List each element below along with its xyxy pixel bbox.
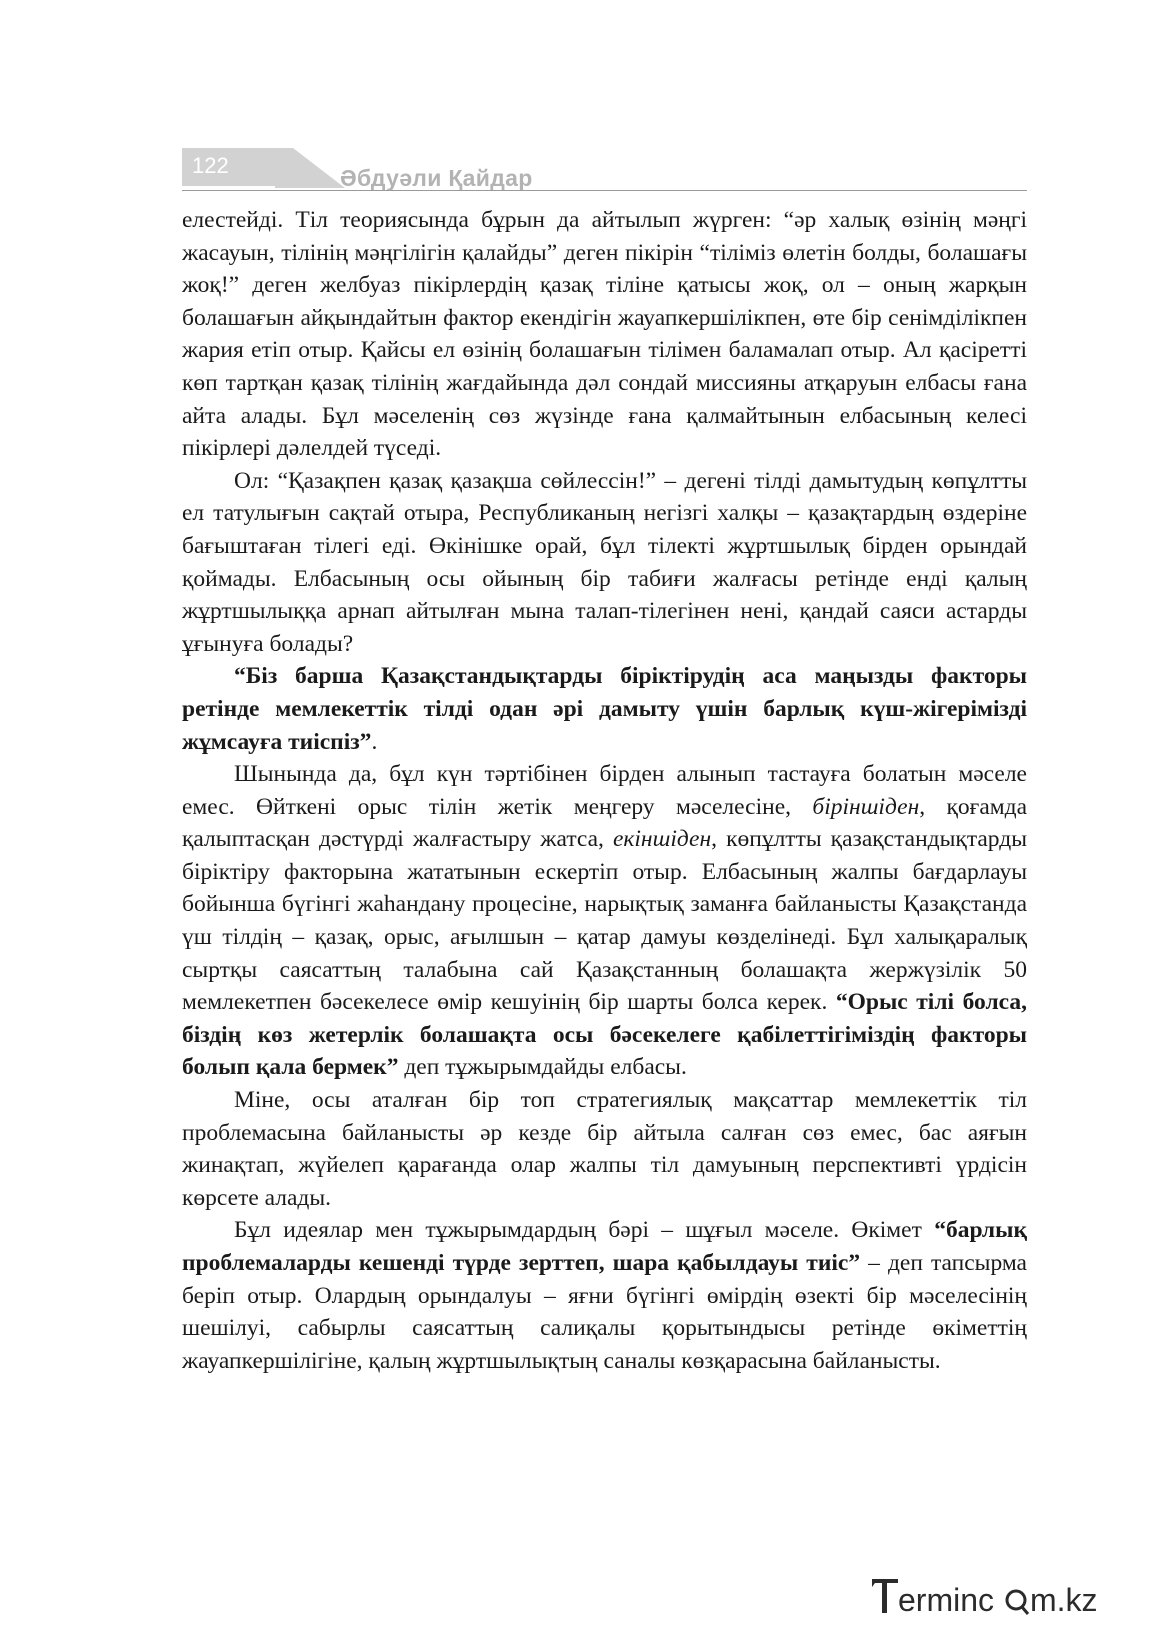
svg-text:erminc: erminc: [898, 1582, 995, 1617]
paragraph-4-text-d: деп тұжырымдайды елбасы.: [398, 1054, 687, 1081]
paragraph-4-italic-first: біріншіден: [812, 793, 920, 820]
paragraph-5: Міне, осы аталған бір топ стратегиялық мақсаттар мемлекеттік тіл проблемасына байланысты әр кезде бір айтыла салған сөз емес, бас аяғын жинақтап, жүйелеп қарағанда олар жалпы тіл дамуының перспективті үрдісін көрсете алады.: [182, 1087, 1027, 1211]
paragraph-4: [182, 758, 1027, 1084]
paragraph-4-text-a: Шынында да, бұл күн тәртібінен бірден алынып тастауға болатын мәселе емес. Өйткені орыс тілін жетік меңгеру мәселесіне,: [182, 761, 1027, 820]
page-header: [182, 148, 1027, 196]
paragraph-6-text-b: – деп тапсырма беріп отыр. Олардың орындалуы – яғни бүгінгі өмірдің өзекті бір мәселесінің шешілуі, сабырлы саясаттың салиқалы қорытындысы ретінде өкіметтің жауапкершілігіне, қалың жұртшылықтың саналы көзқарасына байланысты.: [182, 1250, 1027, 1374]
header-slant-decoration: [275, 148, 345, 188]
paragraph-6: [182, 1214, 1027, 1377]
termincom-watermark-logo: [870, 1573, 1120, 1617]
paragraph-1: елестейді. Тіл теориясында бұрын да айтылып жүрген: “әр халық өзінің мәңгі жасауын, тілінің мәңгілігін қалайды” деген пікірін “тіліміз өлетін болды, болашағы жоқ!” деген желбуаз пікірлердің қазақ тіліне қатысы жоқ, ол – оның жарқын болашағын айқындайтын фактор екендігін жауапкершілікпен, өте бір сенімділікпен жария етіп отыр. Қайсы ел өзінің болашағын тілімен баламалап отыр. Ал қасіретті көп тартқан қазақ тілінің жағдайында дәл сондай миссияны атқаруын елбасы ғана айта алады. Бұл мәселенің сөз жүзінде ғана қалмайтынын елбасының келесі пікірлері дәлелдей түседі.: [182, 207, 1027, 462]
termincom-logo-icon: [870, 1573, 1120, 1617]
paragraph-4-text-c: , көпұлтты қазақстандықтарды біріктіру факторына жататынын ескертіп отыр. Елбасының жалпы бағдарлауы бойынша бүгінгі жаһандану процесіне, нарықтық заманға байланысты Қазақстанда үш тілдің – қазақ, орыс, ағылшын – қатар дамуы көзделінеді. Бұл халықаралық сыртқы саясаттың талабына сай Қазақстанның болашақта жержүзілік 50 мемлекетпен бәсекелесе өмір кешуінің бір шарты болса керек.: [182, 826, 1027, 1016]
running-head-author: Әбдуәли Қайдар: [340, 165, 533, 191]
page-number: 122: [182, 148, 277, 186]
quote-government-task: “барлық проблемаларды кешенді түрде зерттеп, шара қабылдауы тиіс”: [182, 1217, 1027, 1276]
quote-end: .: [371, 728, 378, 755]
paragraph-4-text-b: , қоғамда қалыптасқан дәстүрді жалғастыру жатса,: [182, 793, 1028, 853]
paragraph-6-text-a: Бұл идеялар мен тұжырымдардың бәрі – шұғыл мәселе. Өкімет: [234, 1217, 935, 1244]
svg-text:m.kz: m.kz: [1030, 1582, 1098, 1617]
page-body: [182, 204, 1027, 1377]
paragraph-3-quote: [182, 660, 1027, 758]
paragraph-4-italic-second: екіншіден: [612, 826, 712, 853]
paragraph-2: Ол: “Қазақпен қазақ қазақша сөйлессін!” – дегені тілді дамытудың көпұлтты ел татулығын сақтай отыра, Республиканың негізгі халқы – қазақтардың өздеріне бағыштаған тілегі еді. Өкінішке орай, бұл тілекті жұртшылық бірден орындай қоймады. Елбасының осы ойының бір табиғи жалғасы ретінде енді қалың жұртшылыққа арнап айтылған мына талап-тілегінен нені, қандай саяси астарды ұғынуға болады?: [182, 467, 1027, 657]
quote-state-language: “Біз барша Қазақстандықтарды біріктірудің аса маңызды факторы ретінде мемлекеттік тілді одан әрі дамыту үшін барлық күш-жігерімізді жұмсауға тиіспіз”: [182, 663, 1027, 755]
header-rule: [182, 190, 1027, 191]
quote-russian-language: “Орыс тілі болса, біздің көз жетерлік болашақта осы бәсекелеге қабілеттігіміздің факторы болып қала бермек”: [182, 989, 1027, 1081]
